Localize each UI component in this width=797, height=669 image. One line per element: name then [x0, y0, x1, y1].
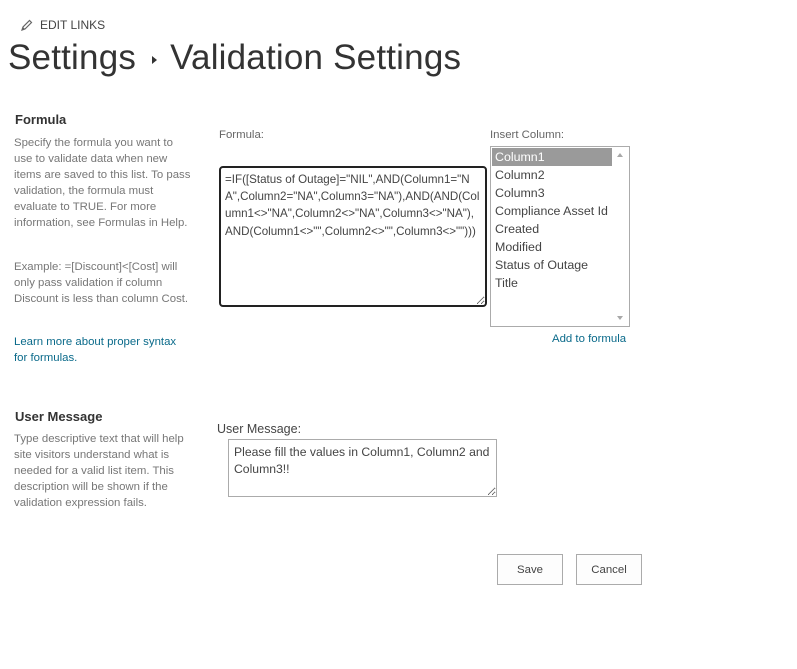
- formula-section-heading: Formula: [15, 112, 67, 127]
- breadcrumb-settings-link[interactable]: Settings: [8, 38, 137, 77]
- breadcrumb-separator-icon: [152, 56, 157, 64]
- edit-links-label: EDIT LINKS: [40, 18, 106, 32]
- pencil-icon: [20, 19, 33, 32]
- user-message-textarea[interactable]: [228, 439, 497, 497]
- formula-section-description: Specify the formula you want to use to validate data when new items are saved to this list. To pass validation, the formula must evaluate to TRUE. For more information, see Formulas in Help.: [14, 137, 191, 229]
- learn-more-syntax-link[interactable]: Learn more about proper syntax for formulas.: [14, 336, 177, 364]
- edit-links-button[interactable]: [20, 18, 105, 32]
- breadcrumb-current: Validation Settings: [170, 38, 462, 77]
- formula-label: Formula:: [219, 129, 264, 141]
- insert-column-label: Insert Column:: [490, 129, 565, 141]
- column-list-item[interactable]: Column3: [495, 186, 545, 200]
- chevron-down-icon[interactable]: [617, 316, 623, 320]
- add-to-formula-link[interactable]: Add to formula: [552, 333, 627, 345]
- column-list-item[interactable]: Title: [495, 276, 518, 290]
- column-list-item[interactable]: Column2: [495, 168, 545, 182]
- user-message-label: User Message:: [217, 422, 302, 436]
- user-message-description: Type descriptive text that will help site visitors understand what is needed for a valid list item. This description will be shown if the validation expression fails.: [14, 433, 184, 509]
- cancel-button[interactable]: Cancel: [576, 554, 642, 585]
- column-list-scrollbar[interactable]: [612, 147, 629, 326]
- insert-column-listbox[interactable]: [490, 146, 630, 327]
- formula-example-text: Example: =[Discount]<[Cost] will only pass validation if column Discount is less than column Cost.: [14, 261, 189, 305]
- formula-textarea[interactable]: [219, 166, 487, 307]
- column-list-items: [492, 148, 612, 292]
- column-list-item[interactable]: Created: [495, 222, 540, 236]
- column-list-item[interactable]: Status of Outage: [495, 258, 588, 272]
- save-button[interactable]: Save: [497, 554, 563, 585]
- column-list-item[interactable]: Modified: [495, 240, 542, 254]
- column-list-item[interactable]: Compliance Asset Id: [495, 204, 608, 218]
- column-list-item[interactable]: Column1: [492, 148, 612, 166]
- page-title: [8, 38, 461, 78]
- user-message-section-heading: User Message: [15, 409, 103, 424]
- chevron-up-icon[interactable]: [617, 153, 623, 157]
